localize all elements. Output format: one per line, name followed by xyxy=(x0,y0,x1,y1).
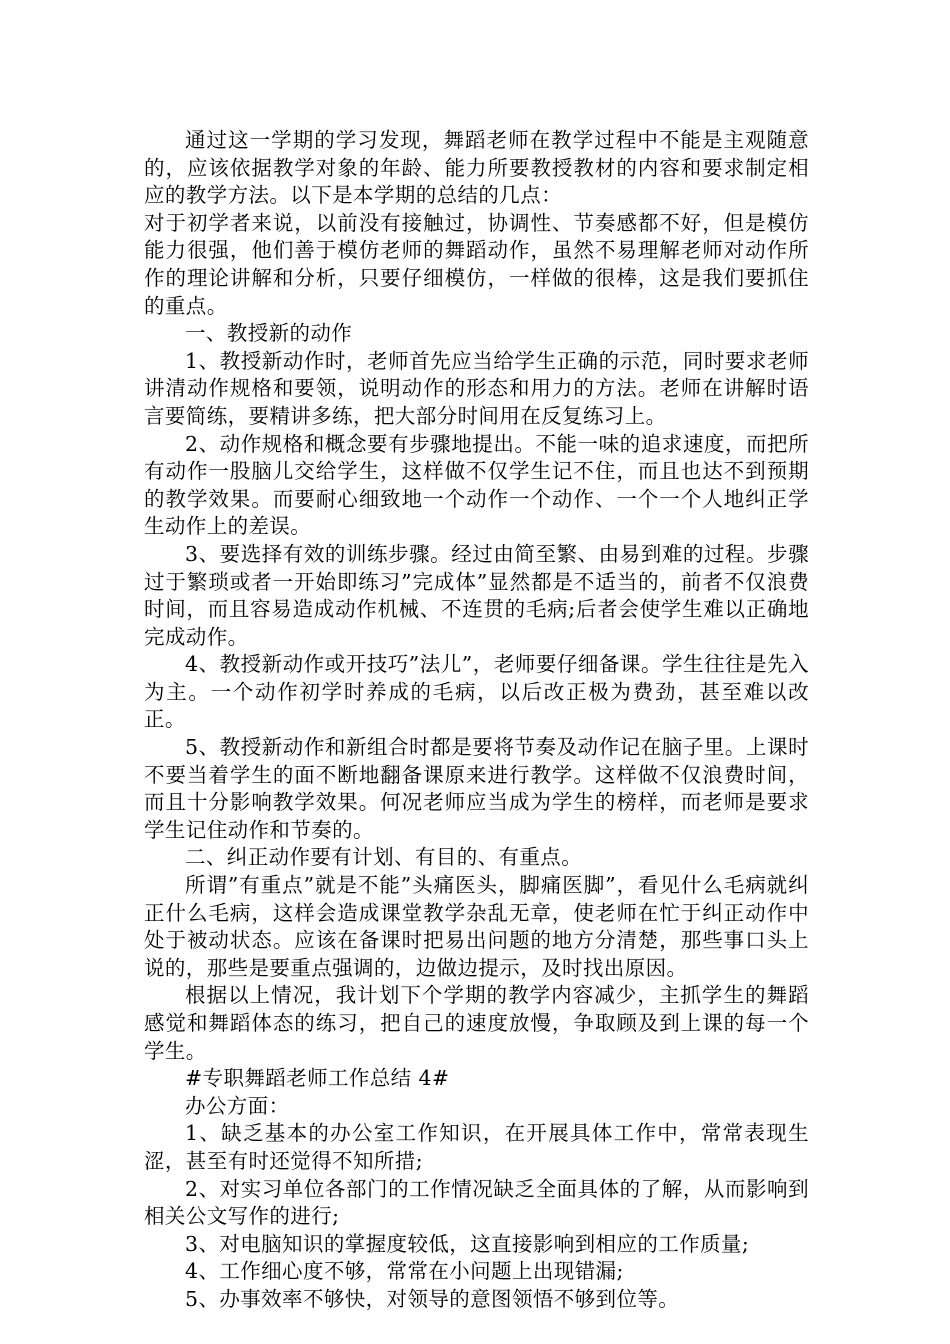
office-item-5: 5、办事效率不够快，对领导的意图领悟不够到位等。 xyxy=(185,1286,680,1311)
document-body xyxy=(144,127,809,1314)
list-item-1: 1、教授新动作时，老师首先应当给学生正确的示范，同时要求老师讲清动作规格和要领，说明动作的形态和用力的方法。老师在讲解时语言要简练，要精讲多练，把大部分时间用在反复练习上。 xyxy=(144,348,809,428)
paragraph-intro: 通过这一学期的学习发现，舞蹈老师在教学过程中不能是主观随意的，应该依据教学对象的年龄、能力所要教授教材的内容和要求制定相应的教学方法。以下是本学期的总结的几点： xyxy=(144,128,809,208)
paragraph-plan: 根据以上情况，我计划下个学期的教学内容减少，主抓学生的舞蹈感觉和舞蹈体态的练习，把自己的速度放慢，争取顾及到上课的每一个学生。 xyxy=(144,983,809,1063)
section-title-summary-4: #专职舞蹈老师工作总结 4# xyxy=(185,1066,450,1091)
section-heading-teach-new-moves: 一、教授新的动作 xyxy=(185,321,353,346)
list-item-2: 2、动作规格和概念要有步骤地提出。不能一味的追求速度，而把所有动作一股脑儿交给学生，这样做不仅学生记不住，而且也达不到预期的教学效果。而要耐心细致地一个动作一个动作、一个一个人地纠正学生动作上的差误。 xyxy=(144,431,809,539)
section-heading-correct-moves: 二、纠正动作要有计划、有目的、有重点。 xyxy=(185,845,583,870)
list-item-4: 4、教授新动作或开技巧”法儿”，老师要仔细备课。学生往往是先入为主。一个动作初学时养成的毛病，以后改正极为费劲，甚至难以改正。 xyxy=(144,652,809,732)
paragraph-beginners: 对于初学者来说，以前没有接触过，协调性、节奏感都不好，但是模仿能力很强，他们善于模仿老师的舞蹈动作，虽然不易理解老师对动作所作的理论讲解和分析，只要仔细模仿，一样做的很棒，这是我们要抓住的重点。 xyxy=(144,210,809,318)
office-item-3: 3、对电脑知识的掌握度较低，这直接影响到相应的工作质量; xyxy=(185,1231,750,1256)
list-item-3: 3、要选择有效的训练步骤。经过由简至繁、由易到难的过程。步骤过于繁琐或者一开始即练习”完成体”显然都是不适当的，前者不仅浪费时间，而且容易造成动作机械、不连贯的毛病;后者会使学生难以正确地完成动作。 xyxy=(144,541,809,649)
office-item-1: 1、缺乏基本的办公室工作知识，在开展具体工作中，常常表现生涩，甚至有时还觉得不知所措; xyxy=(144,1121,809,1173)
office-item-4: 4、工作细心度不够，常常在小问题上出现错漏; xyxy=(185,1259,624,1284)
list-item-5: 5、教授新动作和新组合时都是要将节奏及动作记在脑子里。上课时不要当着学生的面不断地翻备课原来进行教学。这样做不仅浪费时间，而且十分影响教学效果。何况老师应当成为学生的榜样，而老师是要求学生记住动作和节奏的。 xyxy=(144,735,809,842)
paragraph-focus: 所谓”有重点”就是不能”头痛医头，脚痛医脚”，看见什么毛病就纠正什么毛病，这样会造成课堂教学杂乱无章，使老师在忙于纠正动作中处于被动状态。应该在备课时把易出问题的地方分清楚，那些事口头上说的，那些是要重点强调的，边做边提示，及时找出原因。 xyxy=(144,873,809,980)
office-item-2: 2、对实习单位各部门的工作情况缺乏全面具体的了解，从而影响到相关公文写作的进行; xyxy=(144,1176,809,1229)
section-heading-office: 办公方面： xyxy=(185,1093,290,1118)
